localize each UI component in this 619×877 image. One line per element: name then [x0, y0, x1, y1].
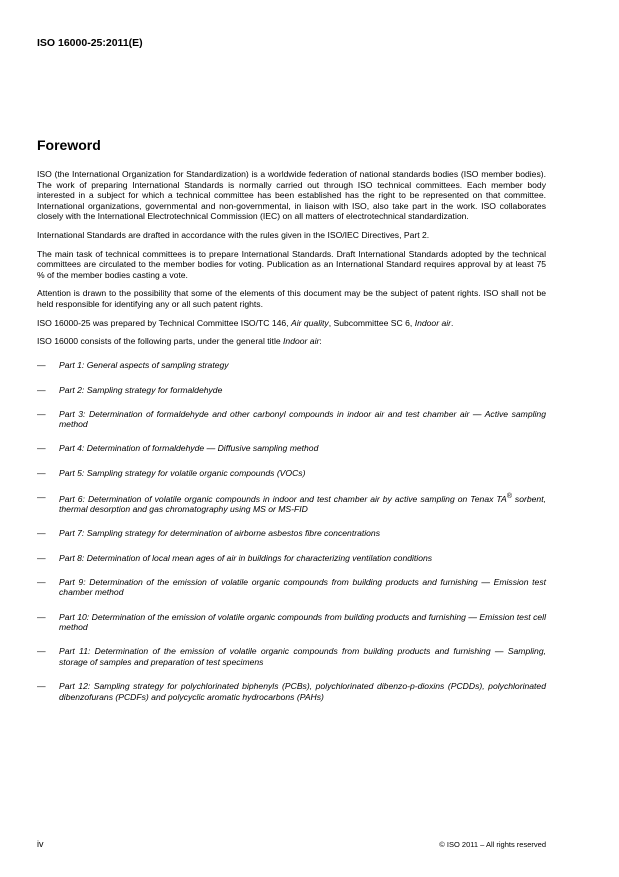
- part-title: Part 8: Determination of local mean ages of air in buildings for characterizing ventilation conditions: [59, 552, 433, 563]
- part-title: Part 7: Sampling strategy for determination of airborne asbestos fibre concentrations: [59, 528, 381, 539]
- list-item-part-10: [37, 612, 546, 633]
- prepared-text-2: , Subcommittee SC 6,: [328, 317, 415, 328]
- page-number: iv: [37, 839, 44, 849]
- part-title: Part 9: Determination of the emission of volatile organic compounds from building products and furnishing — Emission test chamber method: [59, 576, 546, 598]
- consists-general-title: Indoor air: [283, 336, 320, 347]
- list-dash: —: [37, 681, 46, 692]
- list-dash: —: [37, 384, 46, 395]
- foreword-title: Foreword: [37, 137, 101, 153]
- part-title: Part 11: Determination of the emission of volatile organic compounds from building products and furnishing — Sampling, storage of samples and preparation of test specimens: [59, 646, 546, 668]
- list-dash: —: [37, 611, 46, 622]
- foreword-body: [37, 169, 546, 716]
- list-item-part-8: [37, 553, 546, 564]
- list-item-part-5: [37, 468, 546, 479]
- prepared-committee-name: Air quality: [290, 317, 329, 328]
- paragraph-directives: International Standards are drafted in accordance with the rules given in the ISO/IEC Directives, Part 2.: [37, 229, 430, 240]
- prepared-text-1: ISO 16000-25 was prepared by Technical Committee ISO/TC 146,: [37, 317, 291, 328]
- part-title: Part 4: Determination of formaldehyde — Diffusive sampling method: [59, 443, 319, 454]
- list-item-part-9: [37, 577, 546, 598]
- part-6-title-pre: Part 6: Determination of volatile organic compounds in indoor and test chamber air by active sampling on Tenax TA: [59, 493, 507, 504]
- list-dash: —: [37, 491, 46, 502]
- part-title: Part 5: Sampling strategy for volatile organic compounds (VOCs): [59, 467, 306, 478]
- list-dash: —: [37, 360, 46, 371]
- registered-mark: ®: [506, 492, 512, 500]
- list-item-part-12: [37, 681, 546, 702]
- paragraph-main-task: The main task of technical committees is to prepare International Standards. Draft International Standards adopted by the technical committees are circulated to the member bodies for voting. Publication as an International Standard requires approval by at least 75 % of the member bodies casting a vote.: [37, 248, 546, 280]
- prepared-subcommittee-name: Indoor air: [414, 317, 451, 328]
- copyright-notice: © ISO 2011 – All rights reserved: [439, 840, 546, 849]
- part-6-title-post: sorbent, thermal desorption and gas chromatography using MS or MS-FID: [59, 493, 546, 515]
- paragraph-iso-intro: ISO (the International Organization for Standardization) is a worldwide federation of national standards bodies (ISO member bodies). The work of preparing International Standards is normally carried out through ISO technical committees. Each member body interested in a subject for which a technical committee has been established has the right to be represented on that committee. International organizations, governmental and non-governmental, in liaison with ISO, also take part in the work. ISO collaborates closely with the International Electrotechnical Commission (IEC) on all matters of electrotechnical standardization.: [37, 169, 546, 222]
- parts-list: [37, 360, 546, 702]
- paragraph-prepared-by: [37, 318, 546, 329]
- list-item-part-4: [37, 443, 546, 454]
- list-item-part-7: [37, 528, 546, 539]
- part-title: Part 2: Sampling strategy for formaldehyde: [59, 384, 223, 395]
- list-item-part-6: [37, 492, 546, 515]
- list-dash: —: [37, 552, 46, 563]
- document-id-header: ISO 16000-25:2011(E): [37, 37, 143, 49]
- list-dash: —: [37, 576, 46, 587]
- part-title: Part 10: Determination of the emission of volatile organic compounds from building products and furnishing — Emission test cell method: [59, 611, 546, 633]
- part-title: Part 1: General aspects of sampling strategy: [59, 360, 229, 371]
- consists-text-2: :: [319, 336, 322, 347]
- consists-text-1: ISO 16000 consists of the following parts, under the general title: [37, 336, 284, 347]
- list-dash: —: [37, 467, 46, 478]
- list-item-part-11: [37, 646, 546, 667]
- paragraph-patent: Attention is drawn to the possibility that some of the elements of this document may be the subject of patent rights. ISO shall not be held responsible for identifying any or all such patent rights.: [37, 288, 546, 309]
- list-item-part-3: [37, 409, 546, 430]
- list-dash: —: [37, 408, 46, 419]
- list-dash: —: [37, 646, 46, 657]
- part-title: Part 3: Determination of formaldehyde and other carbonyl compounds in indoor air and test chamber air — Active sampling method: [59, 408, 546, 430]
- list-item-part-1: [37, 360, 546, 371]
- list-dash: —: [37, 443, 46, 454]
- list-item-part-2: [37, 385, 546, 396]
- part-title: Part 12: Sampling strategy for polychlorinated biphenyls (PCBs), polychlorinated dibenzo-p-dioxins (PCDDs), polychlorinated dibenzofurans (PCDFs) and polycyclic aromatic hydrocarbons (PAHs): [59, 681, 546, 702]
- paragraph-consists-of: [37, 336, 546, 347]
- prepared-text-3: .: [451, 317, 454, 328]
- list-dash: —: [37, 528, 46, 539]
